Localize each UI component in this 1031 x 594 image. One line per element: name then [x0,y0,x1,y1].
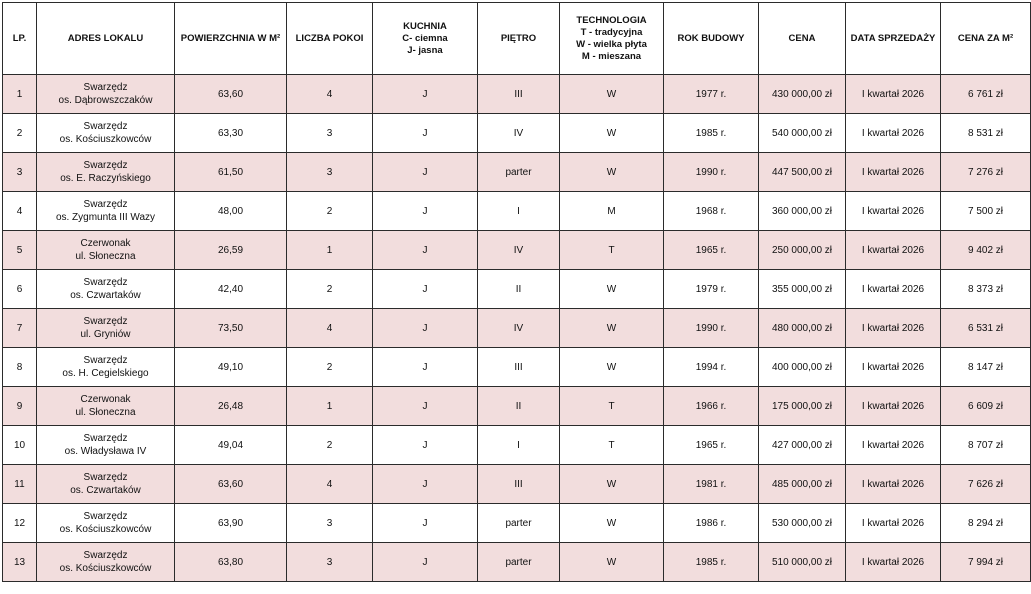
cell-address [37,309,175,348]
cell-area: 26,59 [175,231,287,270]
cell-lp: 8 [3,348,37,387]
cell-rooms: 3 [287,543,373,582]
cell-price-per-m2: 7 500 zł [941,192,1031,231]
cell-floor: parter [478,543,560,582]
header-line: ADRES LOKALU [67,32,144,44]
cell-address [37,114,175,153]
header-year [664,3,759,75]
address-city: Swarzędz [83,160,128,171]
cell-floor: IV [478,114,560,153]
address-street: ul. Gryniów [80,329,131,340]
cell-address [37,504,175,543]
cell-price-per-m2: 8 294 zł [941,504,1031,543]
cell-price-per-m2: 7 626 zł [941,465,1031,504]
cell-year: 1977 r. [664,75,759,114]
cell-technology: M [560,192,664,231]
table-header [3,3,1031,75]
cell-price-per-m2: 7 994 zł [941,543,1031,582]
header-line: DATA SPRZEDAŻY [850,32,936,44]
cell-area: 63,60 [175,75,287,114]
address-city: Swarzędz [83,277,128,288]
address-street: os. H. Cegielskiego [62,368,149,379]
cell-area: 61,50 [175,153,287,192]
header-line: POWIERZCHNIA W M² [180,32,281,44]
cell-year: 1985 r. [664,114,759,153]
cell-address [37,426,175,465]
cell-kitchen: J [373,153,478,192]
address-city: Swarzędz [83,472,128,483]
header-technology [560,3,664,75]
cell-lp: 3 [3,153,37,192]
cell-floor: parter [478,153,560,192]
cell-price: 530 000,00 zł [759,504,846,543]
cell-year: 1965 r. [664,426,759,465]
cell-area: 48,00 [175,192,287,231]
address-street: os. Dąbrowszczaków [58,95,153,106]
cell-rooms: 2 [287,348,373,387]
header-rooms [287,3,373,75]
address-street: os. Kościuszkowców [59,563,152,574]
cell-price: 480 000,00 zł [759,309,846,348]
cell-sale-date: I kwartał 2026 [846,114,941,153]
cell-price: 447 500,00 zł [759,153,846,192]
header-line: C- ciemna [402,32,448,44]
cell-kitchen: J [373,348,478,387]
cell-year: 1968 r. [664,192,759,231]
cell-price-per-m2: 6 531 zł [941,309,1031,348]
table-body [3,75,1031,582]
cell-price-per-m2: 8 707 zł [941,426,1031,465]
table-row [3,114,1031,153]
cell-sale-date: I kwartał 2026 [846,231,941,270]
cell-year: 1966 r. [664,387,759,426]
header-line: M - mieszana [581,50,642,62]
cell-lp: 1 [3,75,37,114]
cell-sale-date: I kwartał 2026 [846,75,941,114]
header-line: KUCHNIA [403,20,447,32]
cell-address [37,153,175,192]
cell-year: 1986 r. [664,504,759,543]
cell-rooms: 4 [287,309,373,348]
cell-price: 355 000,00 zł [759,270,846,309]
cell-kitchen: J [373,192,478,231]
address-street: ul. Słoneczna [75,407,136,418]
address-street: os. E. Raczyńskiego [60,173,151,184]
table-row [3,543,1031,582]
header-line: LICZBA POKOI [295,32,364,44]
cell-floor: III [478,465,560,504]
address-city: Swarzędz [83,550,128,561]
cell-price-per-m2: 6 761 zł [941,75,1031,114]
header-price-per-m2 [941,3,1031,75]
cell-year: 1994 r. [664,348,759,387]
cell-kitchen: J [373,387,478,426]
cell-technology: T [560,426,664,465]
cell-address [37,387,175,426]
cell-sale-date: I kwartał 2026 [846,426,941,465]
address-street: os. Kościuszkowców [59,524,152,535]
cell-technology: W [560,504,664,543]
cell-kitchen: J [373,465,478,504]
cell-rooms: 2 [287,426,373,465]
header-line: LP. [12,32,27,44]
header-sale-date [846,3,941,75]
cell-kitchen: J [373,114,478,153]
cell-technology: T [560,231,664,270]
header-line: J- jasna [407,44,443,56]
address-city: Swarzędz [83,82,128,93]
table-row [3,192,1031,231]
cell-price-per-m2: 9 402 zł [941,231,1031,270]
cell-lp: 9 [3,387,37,426]
cell-year: 1965 r. [664,231,759,270]
cell-address [37,192,175,231]
cell-technology: W [560,348,664,387]
cell-address [37,270,175,309]
cell-lp: 4 [3,192,37,231]
cell-floor: II [478,387,560,426]
cell-floor: I [478,192,560,231]
table-row [3,465,1031,504]
address-city: Swarzędz [83,121,128,132]
cell-price: 485 000,00 zł [759,465,846,504]
cell-kitchen: J [373,426,478,465]
header-address [37,3,175,75]
header-line: T - tradycyjna [580,26,643,38]
cell-sale-date: I kwartał 2026 [846,153,941,192]
header-line: TECHNOLOGIA [576,14,647,26]
cell-technology: W [560,75,664,114]
cell-rooms: 2 [287,192,373,231]
cell-sale-date: I kwartał 2026 [846,309,941,348]
table-row [3,387,1031,426]
cell-kitchen: J [373,504,478,543]
address-street: os. Zygmunta III Wazy [55,212,156,223]
cell-price-per-m2: 8 147 zł [941,348,1031,387]
cell-rooms: 3 [287,114,373,153]
table-row [3,231,1031,270]
cell-kitchen: J [373,231,478,270]
cell-floor: parter [478,504,560,543]
header-line: CENA ZA M² [957,32,1014,44]
cell-rooms: 3 [287,153,373,192]
cell-rooms: 3 [287,504,373,543]
cell-area: 42,40 [175,270,287,309]
cell-kitchen: J [373,270,478,309]
header-floor [478,3,560,75]
cell-technology: W [560,543,664,582]
cell-price: 250 000,00 zł [759,231,846,270]
cell-lp: 11 [3,465,37,504]
cell-area: 26,48 [175,387,287,426]
address-street: os. Czwartaków [70,290,141,301]
cell-year: 1985 r. [664,543,759,582]
table-row [3,270,1031,309]
cell-area: 49,04 [175,426,287,465]
cell-area: 63,30 [175,114,287,153]
cell-technology: W [560,270,664,309]
cell-lp: 10 [3,426,37,465]
cell-lp: 5 [3,231,37,270]
header-line: W - wielka płyta [576,38,647,50]
cell-price: 430 000,00 zł [759,75,846,114]
cell-technology: W [560,465,664,504]
cell-year: 1979 r. [664,270,759,309]
address-city: Swarzędz [83,355,128,366]
cell-area: 63,80 [175,543,287,582]
table-row [3,309,1031,348]
cell-kitchen: J [373,75,478,114]
header-area [175,3,287,75]
cell-sale-date: I kwartał 2026 [846,465,941,504]
table-row [3,504,1031,543]
cell-rooms: 1 [287,231,373,270]
cell-floor: IV [478,309,560,348]
cell-price: 175 000,00 zł [759,387,846,426]
address-city: Czerwonak [80,394,131,405]
address-city: Swarzędz [83,199,128,210]
header-line: PIĘTRO [500,32,537,44]
cell-technology: W [560,309,664,348]
cell-area: 49,10 [175,348,287,387]
header-row [3,3,1031,75]
address-street: os. Władysława IV [64,446,147,457]
cell-price-per-m2: 8 373 zł [941,270,1031,309]
cell-address [37,465,175,504]
cell-floor: II [478,270,560,309]
cell-price: 360 000,00 zł [759,192,846,231]
cell-rooms: 2 [287,270,373,309]
header-price [759,3,846,75]
cell-rooms: 4 [287,465,373,504]
address-street: os. Czwartaków [70,485,141,496]
cell-address [37,348,175,387]
cell-price-per-m2: 6 609 zł [941,387,1031,426]
address-city: Swarzędz [83,316,128,327]
cell-floor: III [478,348,560,387]
cell-area: 73,50 [175,309,287,348]
cell-sale-date: I kwartał 2026 [846,348,941,387]
cell-year: 1990 r. [664,309,759,348]
table-row [3,153,1031,192]
cell-lp: 2 [3,114,37,153]
cell-kitchen: J [373,543,478,582]
cell-price: 400 000,00 zł [759,348,846,387]
cell-technology: W [560,114,664,153]
cell-technology: W [560,153,664,192]
cell-area: 63,90 [175,504,287,543]
cell-floor: I [478,426,560,465]
cell-year: 1981 r. [664,465,759,504]
cell-address [37,231,175,270]
table-row [3,348,1031,387]
cell-address [37,543,175,582]
cell-address [37,75,175,114]
cell-area: 63,60 [175,465,287,504]
cell-sale-date: I kwartał 2026 [846,192,941,231]
address-street: os. Kościuszkowców [59,134,152,145]
cell-year: 1990 r. [664,153,759,192]
cell-rooms: 1 [287,387,373,426]
address-city: Swarzędz [83,511,128,522]
cell-sale-date: I kwartał 2026 [846,270,941,309]
cell-lp: 7 [3,309,37,348]
cell-kitchen: J [373,309,478,348]
table-row [3,75,1031,114]
cell-sale-date: I kwartał 2026 [846,387,941,426]
cell-sale-date: I kwartał 2026 [846,504,941,543]
cell-price: 540 000,00 zł [759,114,846,153]
header-line: ROK BUDOWY [677,32,745,44]
cell-price-per-m2: 8 531 zł [941,114,1031,153]
cell-lp: 12 [3,504,37,543]
cell-sale-date: I kwartał 2026 [846,543,941,582]
header-lp [3,3,37,75]
cell-floor: III [478,75,560,114]
header-kitchen [373,3,478,75]
header-line: CENA [788,32,816,44]
address-street: ul. Słoneczna [75,251,136,262]
address-city: Czerwonak [80,238,131,249]
cell-price-per-m2: 7 276 zł [941,153,1031,192]
cell-technology: T [560,387,664,426]
cell-price: 510 000,00 zł [759,543,846,582]
table-row [3,426,1031,465]
cell-price: 427 000,00 zł [759,426,846,465]
cell-lp: 13 [3,543,37,582]
cell-floor: IV [478,231,560,270]
address-city: Swarzędz [83,433,128,444]
cell-rooms: 4 [287,75,373,114]
sales-table [2,2,1031,582]
cell-lp: 6 [3,270,37,309]
